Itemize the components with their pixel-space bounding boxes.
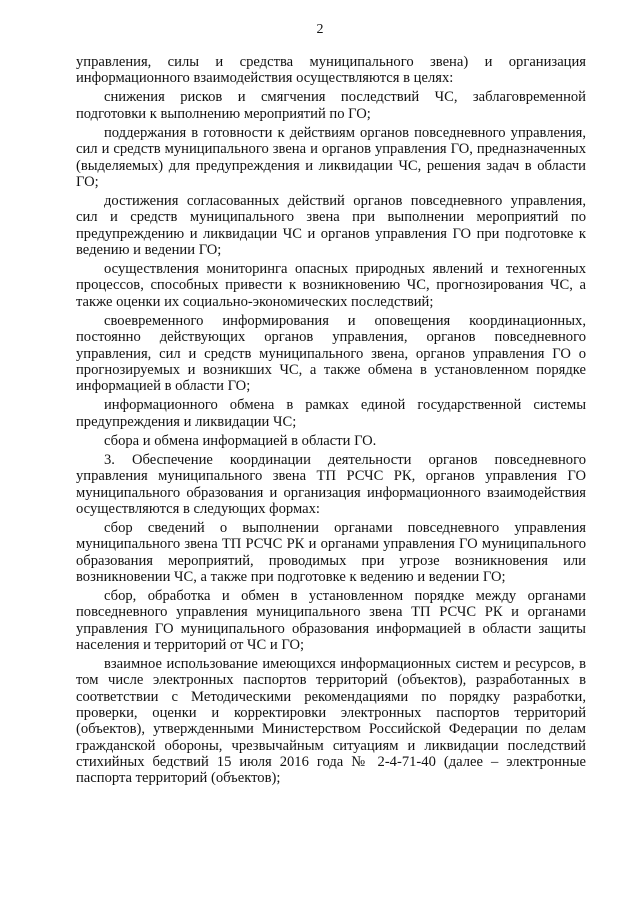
document-body <box>76 54 586 789</box>
paragraph-form-shared-systems: взаимное использование имеющихся информационных систем и ресурсов, в том числе электронных паспортов территорий (объектов), разработанных в соответствии с Методическими рекомендациями по порядку разработки, проверки, оценки и корректировки электронных паспортов территорий (объектов), утвержденными Министерством Российской Федерации по делам гражданской обороны, чрезвычайным ситуациям и ликвидации последствий стихийных бедствий 15 июля 2016 года № 2-4-71-40 (далее – электронные паспорта территорий (объектов); <box>76 656 586 787</box>
paragraph-continuation: управления, силы и средства муниципального звена) и организация информационного взаимодействия осуществляются в целях: <box>76 54 586 87</box>
paragraph-goal-data-collection: сбора и обмена информацией в области ГО. <box>104 432 377 449</box>
paragraph-goal-risk-reduction: снижения рисков и смягчения последствий ЧС, заблаговременной подготовки к выполнению мероприятий по ГО; <box>76 89 586 122</box>
paragraph-form-reporting: сбор сведений о выполнении органами повседневного управления муниципального звена ТП РСЧС РК и органами управления ГО муниципального образования мероприятий, проводимых при угрозе возникновения или возникновении ЧС, а также при подготовке к ведению и ведении ГО; <box>76 520 586 585</box>
paragraph-goal-coordination: достижения согласованных действий органов повседневного управления, сил и средств муниципального звена при выполнении мероприятий по предупреждению и ликвидации ЧС и органов управления ГО при подготовке к ведению и ведении ГО; <box>76 193 586 258</box>
paragraph-section-3: 3. Обеспечение координации деятельности органов повседневного управления муниципального звена ТП РСЧС РК, органов управления ГО муниципального образования и организация информационного взаимодействия осуществляются в следующих формах: <box>76 451 586 517</box>
paragraph-goal-notification: своевременного информирования и оповещения координационных, постоянно действующих органов управления, органов повседневного управления, сил и средств муниципального звена, органов управления ГО о прогнозируемых и возникших ЧС, а также обмена в установленном порядке информацией в области ГО; <box>76 312 586 395</box>
paragraph-goal-info-exchange: информационного обмена в рамках единой государственной системы предупреждения и ликвидации ЧС; <box>76 397 586 430</box>
paragraph-goal-readiness: поддержания в готовности к действиям органов повседневного управления, сил и средств муниципального звена и органов управления ГО, предназначенных (выделяемых) для предупреждения и ликвидации ЧС, решения задач в области ГО; <box>76 124 586 190</box>
paragraph-goal-monitoring: осуществления мониторинга опасных природных явлений и техногенных процессов, способных привести к возникновению ЧС, прогнозирования ЧС, а также оценки их социально-экономических последствий; <box>76 261 586 310</box>
paragraph-form-processing: сбор, обработка и обмен в установленном порядке между органами повседневного управления муниципального звена ТП РСЧС РК и органами управления ГО муниципального образования информацией в области защиты населения и территорий от ЧС и ГО; <box>76 588 586 653</box>
page-number: 2 <box>316 22 324 37</box>
